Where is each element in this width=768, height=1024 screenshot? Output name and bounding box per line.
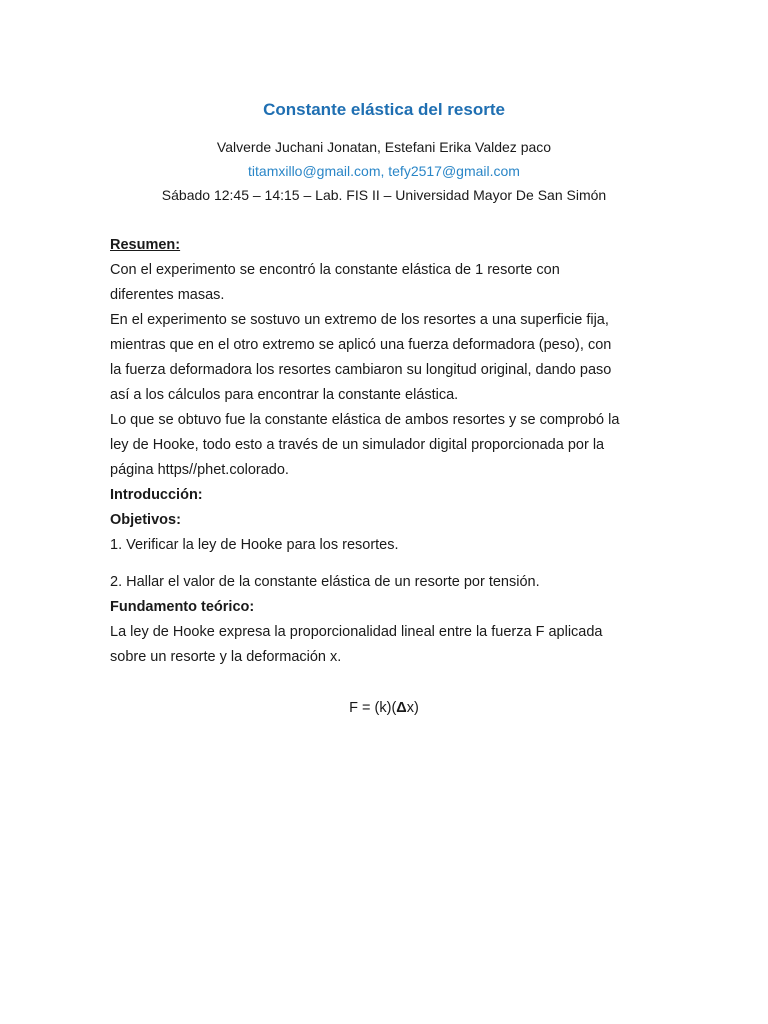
delta-symbol: Δ [396,700,407,716]
resumen-text-line: Lo que se obtuvo fue la constante elástica de ambos resortes y se comprobó la [110,412,620,428]
resumen-section [110,233,670,558]
fundamento-text-line: sobre un resorte y la deformación x. [110,649,342,665]
fundamento-text-line: La ley de Hooke expresa la proporcionalidad lineal entre la fuerza F aplicada [110,624,603,640]
resumen-text-line: En el experimento se sostuvo un extremo de los resortes a una superficie fija, [110,312,609,328]
formula-prefix: F = (k)( [349,700,397,716]
resumen-text-line: mientras que en el otro extremo se aplicó una fuerza deformadora (peso), con [110,337,612,353]
fundamento-section [110,570,670,670]
objetivo-item: 1. Verificar la ley de Hooke para los resortes. [110,537,399,553]
resumen-text-line: página https//phet.colorado. [110,462,289,478]
hooke-formula [0,700,768,716]
session-line: Sábado 12:45 – 14:15 – Lab. FIS II – Universidad Mayor De San Simón [161,187,607,203]
emails-line[interactable]: titamxillo@gmail.com, tefy2517@gmail.com [248,163,520,179]
formula-suffix: x) [406,700,419,716]
resumen-text-line: ley de Hooke, todo esto a través de un simulador digital proporcionada por la [110,437,605,453]
fundamento-heading: Fundamento teórico: [110,599,255,615]
objetivo-item: 2. Hallar el valor de la constante elástica de un resorte por tensión. [110,574,540,590]
introduccion-heading: Introducción: [110,487,203,503]
resumen-text-line: Con el experimento se encontró la constante elástica de 1 resorte con [110,262,560,278]
resumen-heading: Resumen: [110,237,181,253]
document-title: Constante elástica del resorte [263,100,505,119]
resumen-text-line: así a los cálculos para encontrar la constante elástica. [110,387,459,403]
objetivos-heading: Objetivos: [110,512,181,528]
resumen-text-line: diferentes masas. [110,287,225,303]
authors-line: Valverde Juchani Jonatan, Estefani Erika Valdez paco [216,139,552,155]
resumen-text-line: la fuerza deformadora los resortes cambiaron su longitud original, dando paso [110,362,612,378]
